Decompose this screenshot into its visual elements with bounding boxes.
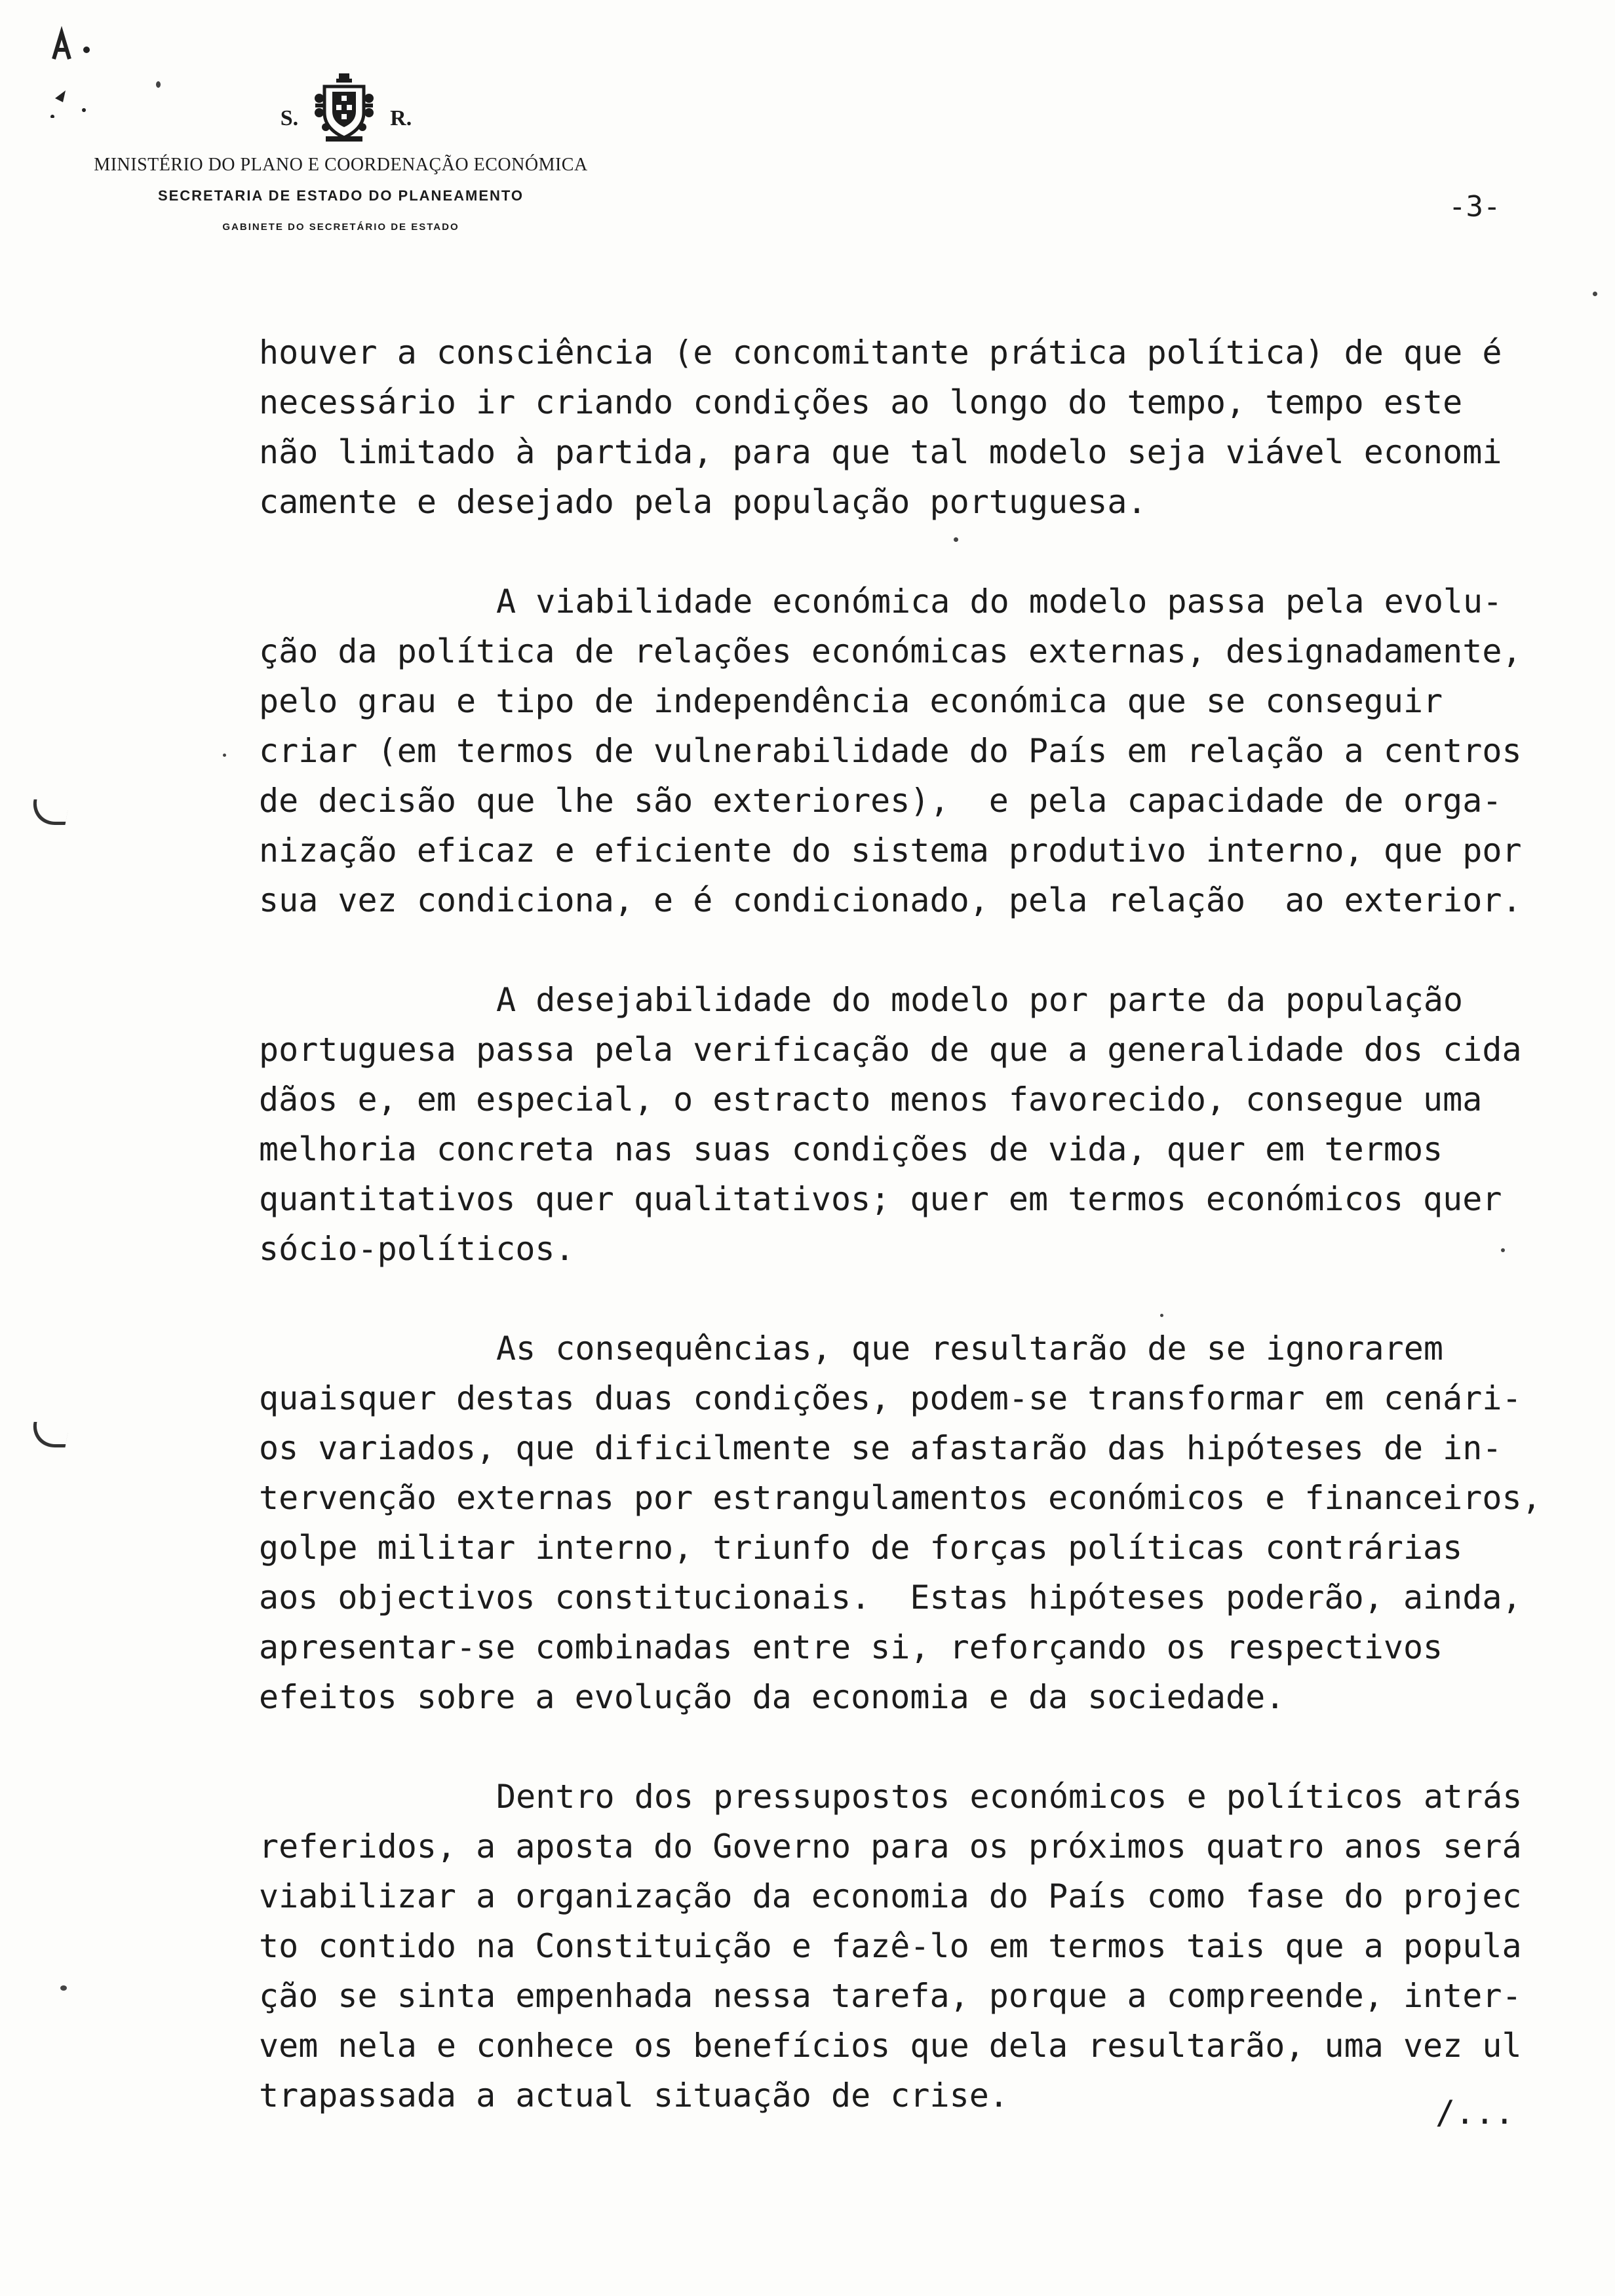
paragraph-2 bbox=[259, 577, 1544, 925]
text-line: vem nela e conhece os benefícios que dela resultarão, uma vez ul bbox=[259, 2027, 1522, 2065]
secretaria-name: SECRETARIA DE ESTADO DO PLANEAMENTO bbox=[157, 187, 524, 204]
continuation-mark: /... bbox=[1435, 2094, 1515, 2132]
document-body bbox=[259, 328, 1544, 2170]
margin-punch-mark bbox=[29, 799, 70, 825]
text-line: criar (em termos de vulnerabilidade do País em relação a centros bbox=[259, 732, 1522, 770]
paragraph-5 bbox=[259, 1772, 1544, 2120]
text-line: portuguesa passa pela verificação de que a generalidade dos cida bbox=[259, 1031, 1522, 1069]
scan-speck bbox=[1160, 1314, 1163, 1317]
gabinete-name: GABINETE DO SECRETÁRIO DE ESTADO bbox=[222, 221, 459, 233]
coat-of-arms-icon bbox=[313, 72, 376, 143]
text-line: não limitado à partida, para que tal modelo seja viável economi bbox=[259, 433, 1502, 471]
scan-speck bbox=[1501, 1248, 1505, 1252]
text-line: nização eficaz e eficiente do sistema produtivo interno, que por bbox=[259, 832, 1522, 870]
text-line: golpe militar interno, triunfo de forças políticas contrárias bbox=[259, 1529, 1463, 1567]
scan-speck bbox=[223, 754, 226, 757]
text-line: os variados, que dificilmente se afastarão das hipóteses de in- bbox=[259, 1429, 1502, 1467]
text-line: necessário ir criando condições ao longo do tempo, tempo este bbox=[259, 383, 1463, 421]
text-line: A desejabilidade do modelo por parte da população bbox=[496, 981, 1464, 1019]
text-line: melhoria concreta nas suas condições de vida, quer em termos bbox=[259, 1130, 1443, 1168]
text-line: pelo grau e tipo de independência económica que se conseguir bbox=[259, 682, 1443, 720]
text-line: apresentar-se combinadas entre si, reforçando os respectivos bbox=[259, 1628, 1443, 1666]
paragraph-3 bbox=[259, 975, 1544, 1274]
text-line: sua vez condiciona, e é condicionado, pela relação ao exterior. bbox=[259, 881, 1522, 919]
text-line: sócio-políticos. bbox=[259, 1230, 575, 1268]
text-line: referidos, a aposta do Governo para os próximos quatro anos será bbox=[259, 1827, 1522, 1866]
scan-speck bbox=[1593, 292, 1597, 296]
text-line: ção da política de relações económicas externas, designadamente, bbox=[259, 632, 1522, 670]
text-line: trapassada a actual situação de crise. bbox=[259, 2076, 1009, 2114]
handwritten-mark-icon bbox=[46, 20, 118, 118]
text-line: quantitativos quer qualitativos; quer em termos económicos quer bbox=[259, 1180, 1502, 1218]
text-line: dãos e, em especial, o estracto menos favorecido, consegue uma bbox=[259, 1081, 1483, 1119]
text-line: de decisão que lhe são exteriores), e pela capacidade de orga- bbox=[259, 782, 1502, 820]
text-line: As consequências, que resultarão de se ignorarem bbox=[496, 1330, 1443, 1368]
ministry-name: MINISTÉRIO DO PLANO E COORDENAÇÃO ECONÓMICA bbox=[94, 155, 588, 175]
text-line: aos objectivos constitucionais. Estas hipóteses poderão, ainda, bbox=[259, 1578, 1522, 1617]
text-line: efeitos sobre a evolução da economia e da sociedade. bbox=[259, 1678, 1285, 1716]
paragraph-4 bbox=[259, 1324, 1544, 1722]
letter-s: S. bbox=[280, 106, 299, 130]
margin-punch-mark bbox=[29, 1422, 70, 1447]
text-line: ção se sinta empenhada nessa tarefa, porque a compreende, inter- bbox=[259, 1977, 1522, 2015]
text-line: camente e desejado pela população portuguesa. bbox=[259, 483, 1147, 521]
text-line: quaisquer destas duas condições, podem-se transformar em cenári- bbox=[259, 1379, 1522, 1417]
text-line: viabilizar a organização da economia do País como fase do projec bbox=[259, 1877, 1522, 1915]
scan-speck bbox=[156, 81, 161, 88]
text-line: to contido na Constituição e fazê-lo em termos tais que a popula bbox=[259, 1927, 1522, 1965]
emblem-line bbox=[56, 72, 636, 143]
text-line: tervenção externas por estrangulamentos económicos e financeiros, bbox=[259, 1479, 1542, 1517]
text-line: Dentro dos pressupostos económicos e políticos atrás bbox=[496, 1778, 1523, 1816]
paragraph-1 bbox=[259, 328, 1544, 527]
scan-speck bbox=[60, 1985, 67, 1991]
scan-speck bbox=[954, 537, 958, 542]
letter-r: R. bbox=[390, 106, 412, 130]
text-line: A viabilidade económica do modelo passa pela evolu- bbox=[496, 583, 1503, 621]
text-line: houver a consciência (e concomitante prática política) de que é bbox=[259, 334, 1502, 372]
letterhead bbox=[46, 72, 636, 233]
page-number: -3- bbox=[1449, 190, 1501, 223]
